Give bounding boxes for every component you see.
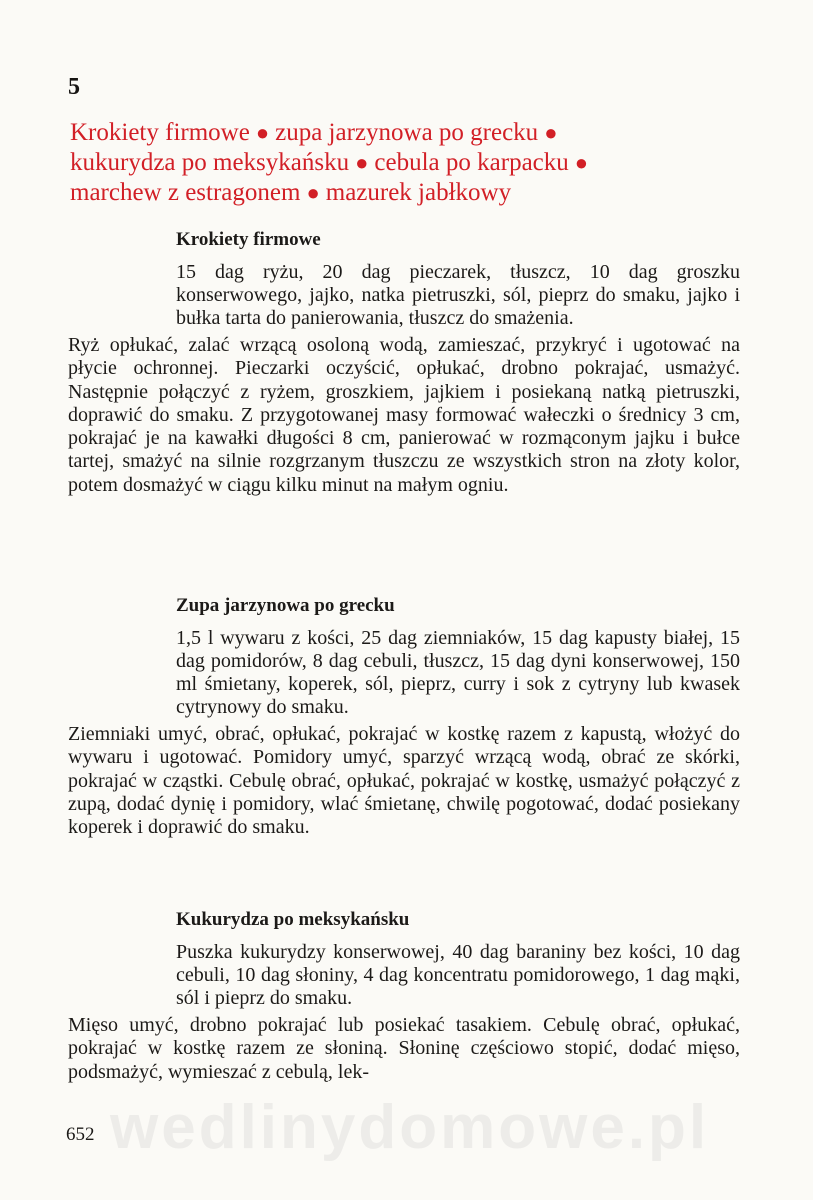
contents-item: Krokiety firmowe [70,119,250,146]
contents-item: mazurek jabłkowy [325,179,512,206]
bullet-icon: ● [574,150,589,175]
recipe-method: Ziemniaki umyć, obrać, opłukać, pokrajać w kostkę razem z kapustą, włożyć do wywaru i ugotować. Pomidory umyć, sparzyć wrzącą wodą, obrać ze skórki, pokrajać w cząstki. Cebulę obrać, opłukać, pokrajać w kostkę, usmażyć połączyć z zupą, dodać dynię i pomidory, wlać śmietanę, chwilę pogotować, dodać posiekany koperek i doprawić do smaku. [68,723,740,839]
page-number: 652 [66,1124,95,1145]
contents-item: cebula po karpacku [374,149,569,176]
contents-line [70,118,760,148]
contents-item: marchew z estragonem [70,179,301,206]
contents-line [70,178,760,208]
bullet-icon: ● [355,150,369,175]
bullet-icon: ● [306,180,320,205]
recipe-title: Kukurydza po meksykańsku [176,909,410,930]
recipe-method: Ryż opłukać, zalać wrzącą osoloną wodą, zamieszać, przykryć i ugotować na płycie ochronnej. Pieczarki oczyścić, opłukać, drobno pokrajać, usmażyć. Następnie połączyć z ryżem, groszkiem, jajkiem i posiekaną natką pietruszki, doprawić do smaku. Z przygotowanej masy formować wałeczki o średnicy 3 cm, pokrajać je na kawałki długości 8 cm, panierować w rozmąconym jajku i bułce tartej, smażyć na silnie rozgrzanym tłuszczu ze wszystkich stron na złoty kolor, potem dosmażyć w ciągu kilku minut na małym ogniu. [68,334,740,496]
recipe-ingredients: 15 dag ryżu, 20 dag pieczarek, tłuszcz, 10 dag groszku konserwowego, jajko, natka pietruszki, sól, pieprz do smaku, jajko i bułka tarta do panierowania, tłuszcz do smażenia. [176,261,740,329]
bullet-icon: ● [255,120,270,145]
recipe-ingredients: 1,5 l wywaru z kości, 25 dag ziemniaków, 15 dag kapusty białej, 15 dag pomidorów, 8 dag cebuli, tłuszcz, 15 dag dyni konserwowej, 150 ml śmietany, koperek, sól, pieprz, curry i sok z cytryny lub kwasek cytrynowy do smaku. [176,627,740,718]
recipe-kukurydza [68,908,740,1084]
recipe-title: Krokiety firmowe [176,229,321,250]
chapter-contents [70,118,760,208]
contents-item: kukurydza po meksykańsku [70,149,350,176]
contents-item: zupa jarzynowa po grecku [275,119,539,146]
recipe-title: Zupa jarzynowa po grecku [176,595,395,616]
recipe-zupa [68,594,740,839]
recipe-ingredients: Puszka kukurydzy konserwowej, 40 dag baraniny bez kości, 10 dag cebuli, 10 dag słoniny, 4 dag koncentratu pomidorowego, 1 dag mąki, sól i pieprz do smaku. [176,941,740,1009]
watermark: wedlinydomowe.pl [110,1093,710,1162]
bullet-icon: ● [544,120,558,145]
chapter-number: 5 [68,74,80,100]
recipe-method: Mięso umyć, drobno pokrajać lub posiekać tasakiem. Cebulę obrać, opłukać, pokrajać w kostkę razem ze słoniną. Słoninę częściowo stopić, dodać mięso, podsmażyć, wymieszać z cebulą, lek- [68,1014,740,1083]
recipe-krokiety [68,228,740,497]
contents-line [70,148,760,178]
